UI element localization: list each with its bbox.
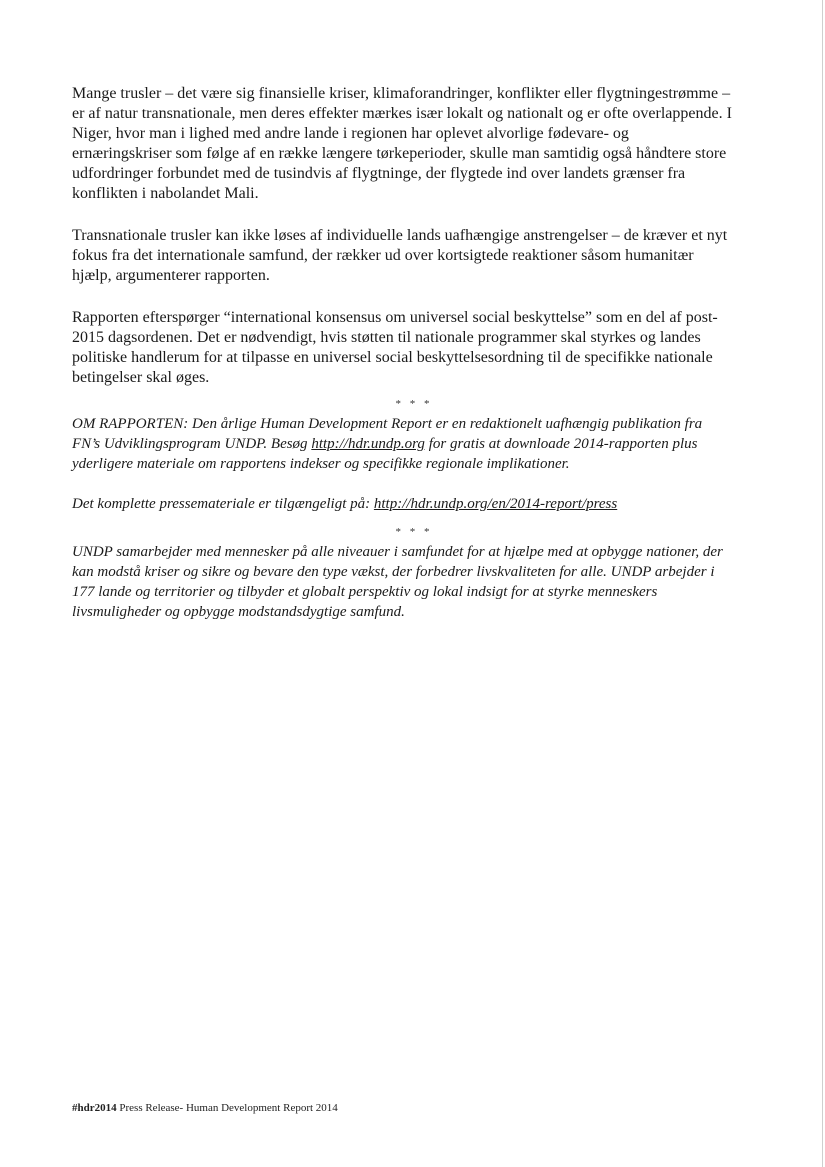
press-material [72, 494, 732, 514]
document-body [72, 84, 732, 622]
undp-description: UNDP samarbejder med mennesker på alle niveauer i samfundet for at hjælpe med at opbygge nationer, der kan modstå kriser og sikre og bevare den type vækst, der forbedrer livskvaliteten for alle. UNDP arbejder i 177 lande og territorier og tilbyder et globalt perspektiv og lokal indsigt for at styrke menneskers livsmuligheder og opbygge modstandsdygtige samfund. [72, 544, 723, 620]
paragraph-international-focus: Transnationale trusler kan ikke løses af individuelle lands uafhængige anstrengelser – de kræver et nyt fokus fra det internationale samfund, der rækker ud over kortsigtede reaktioner såsom humanitær hjælp, argumenterer rapporten. [72, 227, 728, 284]
press-link[interactable]: http://hdr.undp.org/en/2014-report/press [373, 496, 618, 512]
section-separator-2: * * * [395, 526, 433, 538]
page-edge [822, 0, 823, 1167]
paragraph-transnational-threats: Mange trusler – det være sig finansielle kriser, klimaforandringer, konflikter eller flygtningestrømme – er af natur transnationale, men deres effekter mærkes især lokalt og nationalt og er ofte overlappende. I Niger, hvor man i lighed med andre lande i regionen har oplevet alvorlige fødevare- og ernæringskriser som følge af en række længere tørkeperioder, skulle man samtidig også håndtere store udfordringer forbundet med de tusindvis af flygtninge, der flygtede ind over landets grænser fra konflikten i nabolandet Mali. [72, 85, 732, 202]
about-text-start: OM RAPPORTEN: Den årlige Human Development Report er en redaktionelt uafhængig publikation fra FN’s Udviklingsprogram UNDP. Besøg [72, 416, 703, 452]
page-footer [72, 1101, 338, 1115]
about-text-end: for gratis at downloade 2014-rapporten plus yderligere materiale om rapportens indekser og specifikke regionale implikationer. [72, 436, 698, 472]
paragraph-social-protection: Rapporten efterspørger “international konsensus om universel social beskyttelse” som en del af post-2015 dagsordenen. Det er nødvendigt, hvis støtten til nationale programmer skal styrkes og landes politiske handlerum for at tilpasse en universel social beskyttelsesordning til de specifikke nationale betingelser skal øges. [72, 309, 718, 386]
section-separator: * * * [395, 398, 433, 410]
footer-text: Press Release- Human Development Report 2014 [119, 1102, 338, 1114]
press-text: Det komplette pressemateriale er tilgængeligt på: [72, 496, 374, 512]
footer-hashtag: #hdr2014 [72, 1102, 117, 1114]
about-report [72, 414, 732, 474]
hdr-link[interactable]: http://hdr.undp.org [311, 436, 425, 452]
